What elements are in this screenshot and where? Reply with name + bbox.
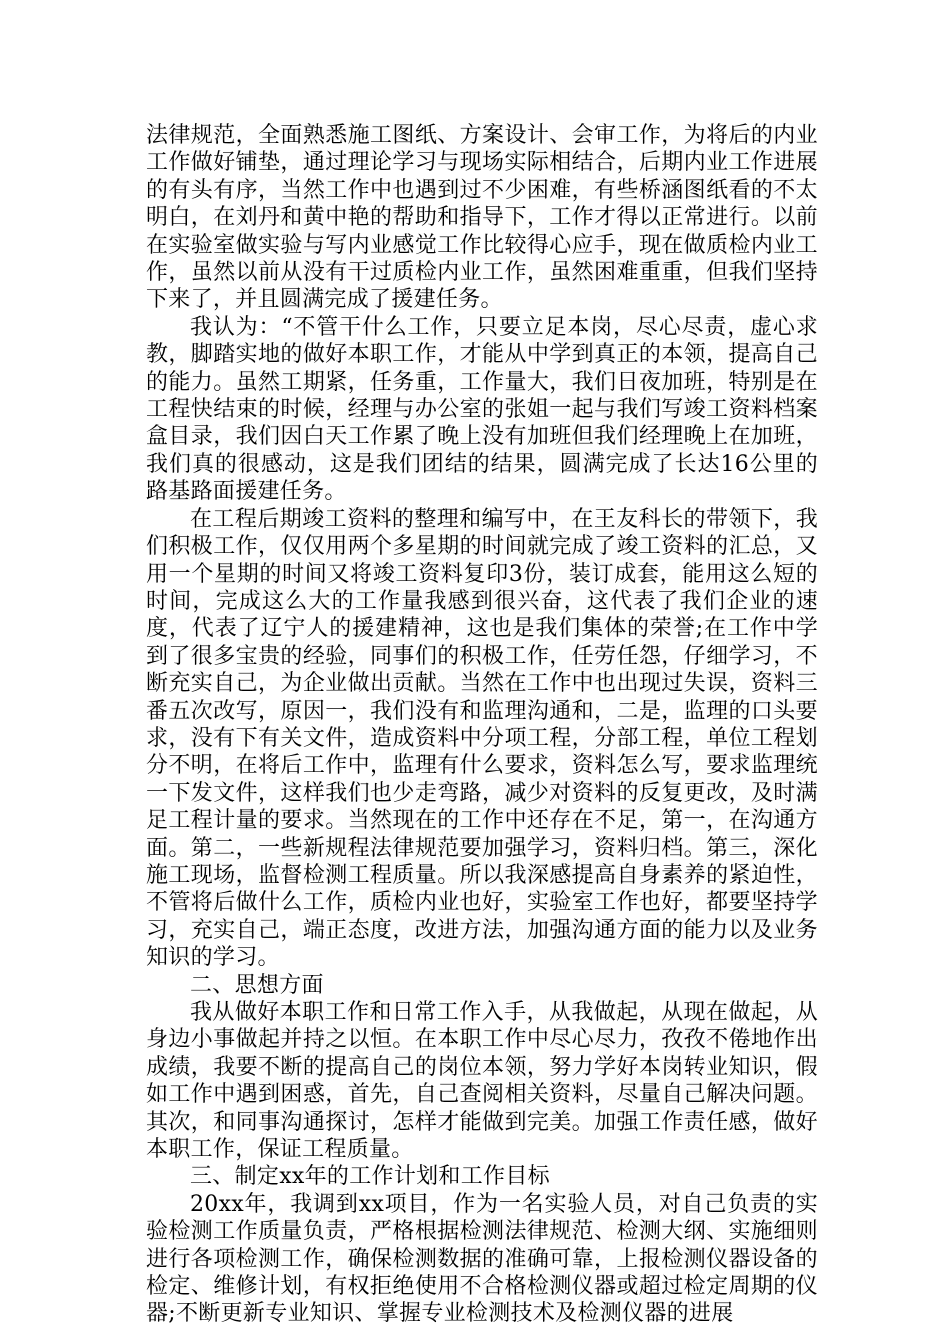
paragraph-4: 我从做好本职工作和日常工作入手，从我做起，从现在做起，从身边小事做起并持之以恒。在本职工作中尽心尽力，孜孜不倦地作出成绩，我要不断的提高自己的岗位本领，努力学好本岗转业知识，假如工作中遇到困惑，首先，自己查阅相关资料，尽量自己解决问题。其次，和同事沟通探讨，怎样才能做到完美。加强工作责任感，做好本职工作，保证工程质量。 <box>146 1000 818 1163</box>
section-heading-work-plan: 三、制定xx年的工作计划和工作目标 <box>190 1164 550 1190</box>
section-heading-ideology: 二、思想方面 <box>190 972 324 998</box>
paragraph-5: 20xx年，我调到xx项目，作为一名实验人员，对自己负责的实验检测工作质量负责，严格根据检测法律规范、检测大纲、实施细则进行各项检测工作，确保检测数据的准确可靠，上报检测仪器设备的检定、维修计划，有权拒绝使用不合格检测仪器或超过检定周期的仪器;不断更新专业知识、掌握专业检测技术及检测仪器的进展 <box>146 1191 818 1327</box>
paragraph-1: 法律规范，全面熟悉施工图纸、方案设计、会审工作，为将后的内业工作做好铺垫，通过理论学习与现场实际相结合，后期内业工作进展的有头有序，当然工作中也遇到过不少困难，有些桥涵图纸看的不太明白，在刘丹和黄中艳的帮助和指导下，工作才得以正常进行。以前在实验室做实验与写内业感觉工作比较得心应手，现在做质检内业工作，虽然以前从没有干过质检内业工作，虽然困难重重，但我们坚持下来了，并且圆满完成了援建任务。 <box>146 123 818 313</box>
paragraph-3: 在工程后期竣工资料的整理和编写中，在王友科长的带领下，我们积极工作，仅仅用两个多星期的时间就完成了竣工资料的汇总，又用一个星期的时间又将竣工资料复印3份，装订成套，能用这么短的时间，完成这么大的工作量我感到很兴奋，这代表了我们企业的速度，代表了辽宁人的援建精神，这也是我们集体的荣誉;在工作中学到了很多宝贵的经验，同事们的积极工作，任劳任怨，仔细学习，不断充实自己，为企业做出贡献。当然在工作中也出现过失误，资料三番五次改写，原因一，我们没有和监理沟通和，二是，监理的口头要求，没有下有关文件，造成资料中分项工程，分部工程，单位工程划分不明，在将后工作中，监理有什么要求，资料怎么写，要求监理统一下发文件，这样我们也少走弯路，减少对资料的反复更改，及时满足工程计量的要求。当然现在的工作中还存在不足，第一，在沟通方面。第二，一些新规程法律规范要加强学习，资料归档。第三，深化施工现场，监督检测工程质量。所以我深感提高自身素养的紧迫性，不管将后做什么工作，质检内业也好，实验室工作也好，都要坚持学习，充实自己，端正态度，改进方法，加强沟通方面的能力以及业务知识的学习。 <box>146 506 818 971</box>
document-body <box>146 122 818 1328</box>
paragraph-2: 我认为：“不管干什么工作，只要立足本岗，尽心尽责，虚心求教，脚踏实地的做好本职工作，才能从中学到真正的本领，提高自己的能力。虽然工期紧，任务重，工作量大，我们日夜加班，特别是在工程快结束的时候，经理与办公室的张姐一起与我们写竣工资料档案盒目录，我们因白天工作累了晚上没有加班但我们经理晚上在加班，我们真的很感动，这是我们团结的结果，圆满完成了长达16公里的路基路面援建任务。 <box>146 314 818 505</box>
